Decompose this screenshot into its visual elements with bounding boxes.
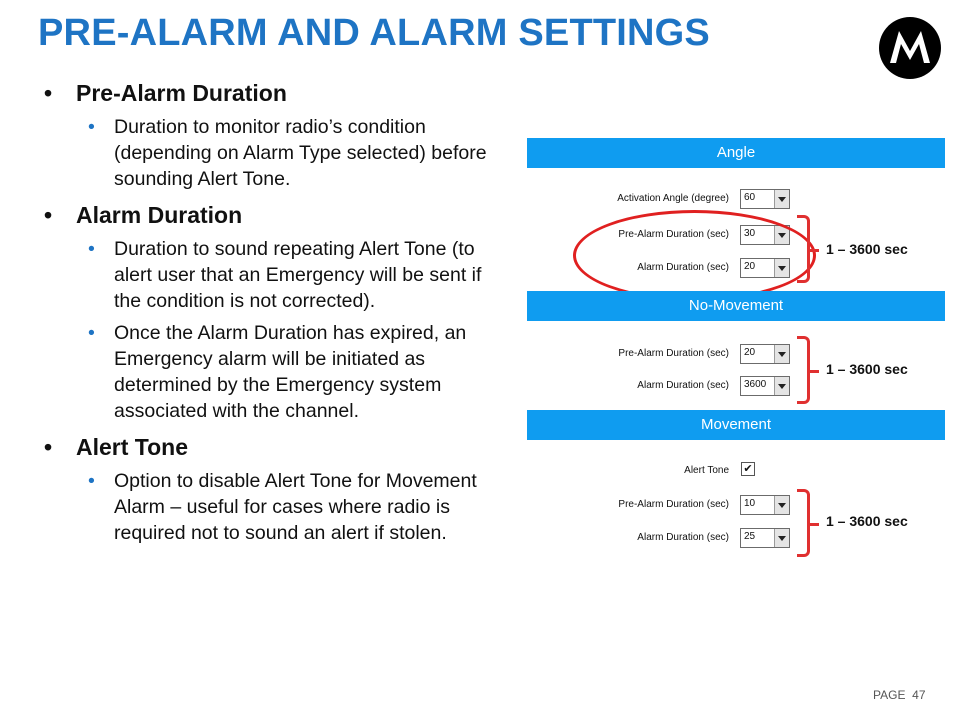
range-bracket — [797, 489, 810, 557]
alert-tone-label: Alert Tone — [684, 465, 729, 476]
page-number: 47 — [912, 688, 926, 702]
nomovement-alarm-select[interactable]: 3600 — [740, 376, 790, 396]
bullet-list — [42, 78, 507, 546]
movement-range-label: 1 – 3600 sec — [826, 513, 908, 529]
dropdown-arrow-icon[interactable] — [774, 377, 789, 395]
activation-angle-label: Activation Angle (degree) — [617, 193, 729, 204]
bullet-sub: • Duration to sound repeating Alert Tone (to alert user that an Emergency will be sent if the condition is not corrected). — [88, 238, 482, 312]
activation-angle-select[interactable]: 60 — [740, 189, 790, 209]
movement-prealarm-select[interactable]: 10 — [740, 495, 790, 515]
range-bracket — [797, 336, 810, 404]
bullet-heading: • Alert Tone — [44, 434, 189, 460]
bullet-sub: • Duration to monitor radio’s condition (depending on Alarm Type selected) before sounding Alert Tone. — [88, 116, 487, 190]
dropdown-arrow-icon[interactable] — [774, 345, 789, 363]
slide-title: PRE-ALARM AND ALARM SETTINGS — [38, 12, 710, 54]
nomovement-range-label: 1 – 3600 sec — [826, 361, 908, 377]
angle-prealarm-select[interactable]: 30 — [740, 225, 790, 245]
bullet-heading: • Alarm Duration — [44, 202, 243, 228]
angle-header: Angle — [527, 138, 945, 168]
angle-alarm-select[interactable]: 20 — [740, 258, 790, 278]
dropdown-arrow-icon[interactable] — [774, 190, 789, 208]
angle-range-label: 1 – 3600 sec — [826, 241, 908, 257]
nomovement-prealarm-label: Pre-Alarm Duration (sec) — [618, 348, 729, 359]
movement-alarm-label: Alarm Duration (sec) — [637, 532, 729, 543]
movement-header: Movement — [527, 410, 945, 440]
bullet-heading: • Pre-Alarm Duration — [44, 80, 287, 106]
highlight-ellipse — [573, 210, 816, 301]
range-bracket — [797, 215, 810, 283]
nomovement-header: No-Movement — [527, 291, 945, 321]
motorola-logo-icon — [879, 17, 941, 79]
angle-prealarm-label: Pre-Alarm Duration (sec) — [618, 229, 729, 240]
dropdown-arrow-icon[interactable] — [774, 529, 789, 547]
alert-tone-checkbox[interactable]: ✔ — [741, 462, 755, 476]
bullet-sub: • Once the Alarm Duration has expired, an Emergency alarm will be initiated as determined by the Emergency system associated with the channel. — [88, 322, 467, 422]
page-label: PAGE — [873, 688, 906, 702]
page-footer — [873, 688, 926, 702]
dropdown-arrow-icon[interactable] — [774, 496, 789, 514]
bullet-sub: • Option to disable Alert Tone for Movement Alarm – useful for cases where radio is required not to sound an alert if stolen. — [88, 470, 477, 544]
movement-prealarm-label: Pre-Alarm Duration (sec) — [618, 499, 729, 510]
nomovement-alarm-label: Alarm Duration (sec) — [637, 380, 729, 391]
movement-alarm-select[interactable]: 25 — [740, 528, 790, 548]
nomovement-prealarm-select[interactable]: 20 — [740, 344, 790, 364]
angle-alarm-label: Alarm Duration (sec) — [637, 262, 729, 273]
